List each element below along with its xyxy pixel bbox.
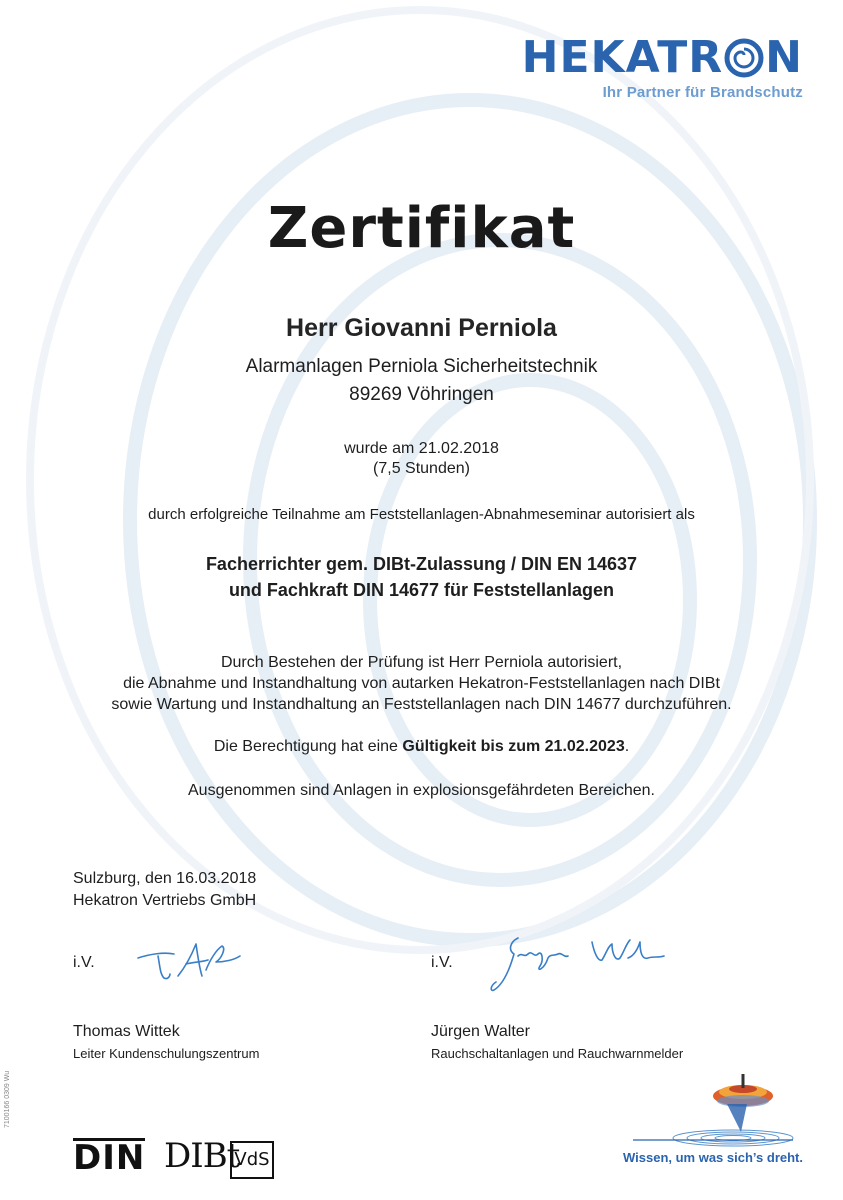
authorization-paragraph bbox=[0, 652, 843, 715]
signatory-1-role: Leiter Kundenschulungszentrum bbox=[73, 1046, 260, 1061]
signatory-2-role: Rauchschaltanlagen und Rauchwarnmelder bbox=[431, 1046, 684, 1061]
intro-text: durch erfolgreiche Teilnahme am Feststellanlagen-Abnahmeseminar autorisiert als bbox=[148, 506, 695, 523]
din-logo: DIN bbox=[73, 1138, 146, 1178]
logo-word-start: HEKATR bbox=[521, 32, 724, 83]
signatory-1-name: Thomas Wittek bbox=[73, 1023, 180, 1040]
dibt-logo: DIBt bbox=[164, 1136, 240, 1176]
spiral-o-icon bbox=[724, 38, 764, 78]
signature-juergen-walter bbox=[488, 928, 668, 998]
signature-thomas-wittek bbox=[130, 930, 260, 990]
qualification-line-2: und Fachkraft DIN 14677 für Feststellanlagen bbox=[228, 580, 615, 600]
exclusion-note: Ausgenommen sind Anlagen in explosionsgefährdeten Bereichen. bbox=[188, 782, 655, 799]
signatory-1-iv: i.V. bbox=[73, 954, 95, 971]
qualification-line-1: Facherrichter gem. DIBt-Zulassung / DIN EN 14637 bbox=[205, 554, 638, 574]
hekatron-logo bbox=[522, 34, 803, 101]
hekatron-slogan: Wissen, um was sich’s dreht. bbox=[622, 1150, 803, 1165]
issue-place-date: Sulzburg, den 16.03.2018 bbox=[73, 870, 257, 887]
seminar-date: wurde am 21.02.2018 bbox=[344, 440, 499, 457]
logo-wordmark bbox=[522, 34, 803, 82]
recipient-company: Alarmanlagen Perniola Sicherheitstechnik bbox=[245, 356, 598, 377]
document-code: 7100166 0309 Wu bbox=[4, 1070, 11, 1128]
logo-word-end: N bbox=[765, 32, 803, 83]
signatory-2-name: Jürgen Walter bbox=[431, 1023, 530, 1040]
validity-statement bbox=[0, 738, 843, 756]
seminar-duration: (7,5 Stunden) bbox=[373, 460, 470, 477]
validity-prefix: Die Berechtigung hat eine bbox=[213, 738, 403, 755]
spinning-top-illustration bbox=[623, 1066, 803, 1186]
issuing-firm: Hekatron Vertriebs GmbH bbox=[73, 892, 257, 909]
validity-suffix: . bbox=[624, 738, 630, 755]
certificate-title: Zertifikat bbox=[267, 196, 576, 261]
authorization-line-2: die Abnahme und Instandhaltung von autarken Hekatron-Feststellanlagen nach DIBt bbox=[123, 675, 720, 692]
validity-date: Gültigkeit bis zum 21.02.2023 bbox=[402, 738, 625, 755]
signatory-2-iv: i.V. bbox=[431, 954, 453, 971]
recipient-name: Herr Giovanni Perniola bbox=[286, 314, 557, 342]
logo-tagline: Ihr Partner für Brandschutz bbox=[602, 84, 803, 101]
vds-logo: VdS bbox=[230, 1141, 274, 1179]
recipient-city: 89269 Vöhringen bbox=[349, 384, 494, 405]
authorization-line-3: sowie Wartung und Instandhaltung an Feststellanlagen nach DIN 14677 durchzuführen. bbox=[111, 696, 732, 713]
authorization-line-1: Durch Bestehen der Prüfung ist Herr Perniola autorisiert, bbox=[220, 654, 623, 671]
